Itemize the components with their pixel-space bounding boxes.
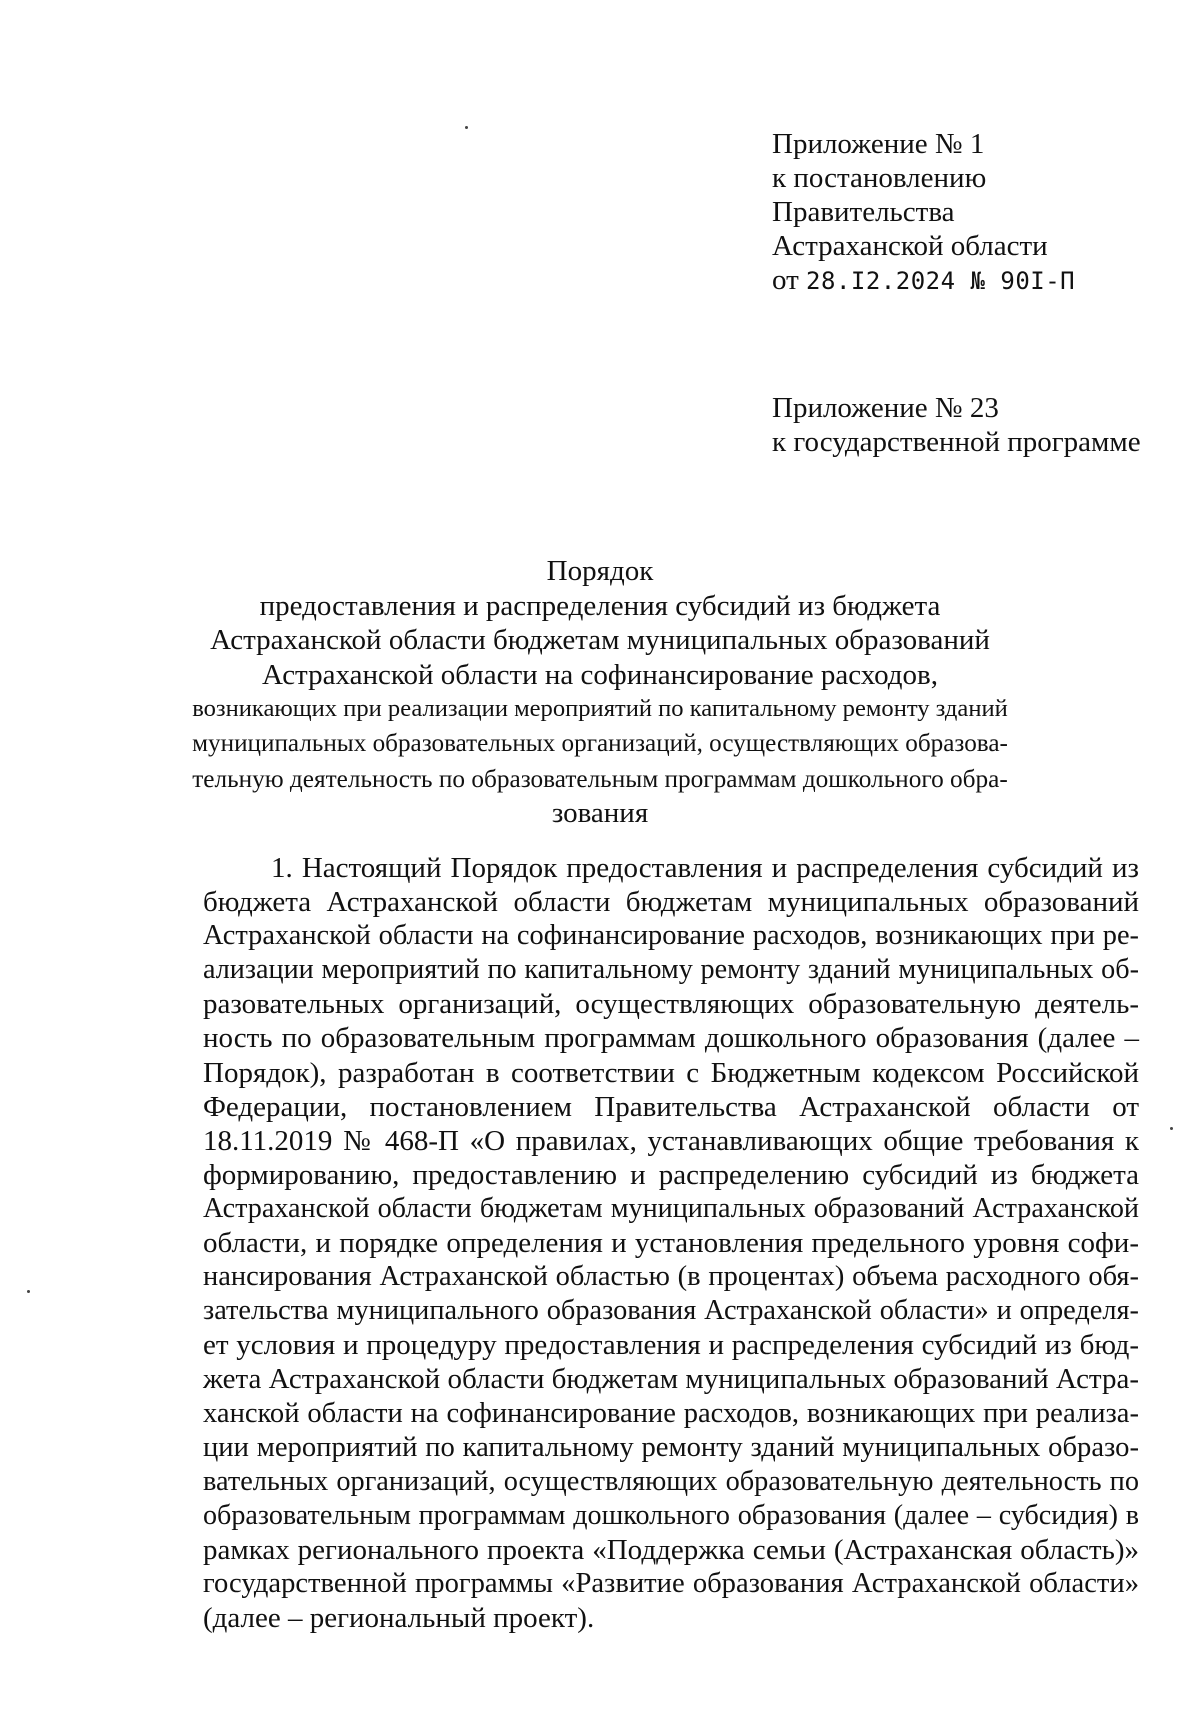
paragraph-line: вательных организаций, осуществляющих образовательную деятельность по [203, 1465, 1139, 1497]
title-line: Астраханской области на софинансирование расходов, [261, 658, 939, 691]
paragraph-line: формированию, предоставлению и распределению субсидий из бюджета [203, 1158, 1139, 1191]
title-line: муниципальных образовательных организаций, осуществляющих образова- [192, 729, 1008, 757]
appendix-1-line: Астраханской области [772, 230, 1048, 262]
appendix-1-header [772, 127, 1075, 298]
paragraph-line: рамках регионального проекта «Поддержка семьи (Астраханская область)» [203, 1533, 1139, 1566]
appendix-23-header [772, 391, 1141, 459]
paragraph-line: 1. Настоящий Порядок предоставления и распределения субсидий из [271, 852, 1139, 884]
paragraph-line: ции мероприятий по капитальному ремонту зданий муниципальных образо- [203, 1431, 1139, 1463]
appendix-23-line: Приложение № 23 [772, 392, 999, 424]
title-line: Порядок [546, 555, 654, 587]
paragraph-line: ет условия и процедуру предоставления и распределения субсидий из бюд- [203, 1329, 1139, 1362]
paragraph-line: государственной программы «Развитие образования Астраханской области» [203, 1567, 1139, 1599]
resolution-date-value: 28.I2.2024 № 90I-П [806, 267, 1076, 295]
appendix-1-line: Приложение № 1 [772, 128, 985, 160]
resolution-date-number [772, 263, 1075, 298]
paragraph-line: зательства муниципального образования Астраханской области» и определя- [203, 1295, 1139, 1327]
paragraph-line: области, и порядке определения и установления предельного уровня софи- [203, 1227, 1139, 1260]
appendix-1-line: к постановлению [772, 162, 987, 194]
paragraph-line: Астраханской области на софинансирование расходов, возникающих при ре- [203, 920, 1139, 952]
paragraph-line: Федерации, постановлением Правительства Астраханской области от [203, 1090, 1139, 1123]
title-line: зования [551, 797, 649, 830]
scan-speck [1170, 1127, 1173, 1130]
appendix-23-line: к государственной программе [772, 426, 1141, 458]
paragraph-line: ханской области на софинансирование расходов, возникающих при реализа- [203, 1397, 1139, 1429]
appendix-1-line: Правительства [772, 196, 955, 228]
paragraph-line: 18.11.2019 № 468-П «О правилах, устанавливающих общие требования к [203, 1124, 1139, 1157]
title-line: тельную деятельность по образовательным программам дошкольного обра- [192, 764, 1008, 793]
document-title [190, 554, 1010, 831]
paragraph-line: жета Астраханской области бюджетам муниципальных образований Астра- [203, 1363, 1139, 1396]
paragraph-line: Астраханской области бюджетам муниципальных образований Астраханской [203, 1192, 1139, 1224]
paragraph-line: ализации мероприятий по капитальному ремонту зданий муниципальных об- [203, 954, 1139, 986]
paragraph-line: образовательным программам дошкольного образования (далее – субсидия) в [203, 1499, 1139, 1531]
paragraph-line: ность по образовательным программам дошкольного образования (далее – [203, 1022, 1139, 1055]
paragraph-line: бюджета Астраханской области бюджетам муниципальных образований [203, 886, 1139, 919]
title-line: Астраханской области бюджетам муниципальных образований [210, 624, 990, 657]
scan-speck [27, 1290, 30, 1293]
title-line: возникающих при реализации мероприятий по капитальному ремонту зданий [192, 695, 1008, 723]
title-line: предоставления и распределения субсидий из бюджета [259, 589, 941, 622]
paragraph-line: Порядок), разработан в соответствии с Бюджетным кодексом Российской [203, 1056, 1139, 1089]
resolution-date-prefix: от [772, 264, 807, 296]
paragraph-line: нансирования Астраханской областью (в процентах) объема расходного обя- [203, 1261, 1139, 1293]
scan-speck [465, 126, 468, 129]
paragraph-1 [203, 851, 1139, 1635]
paragraph-line: (далее – региональный проект). [203, 1602, 595, 1635]
paragraph-line: разовательных организаций, осуществляющих образовательную деятель- [203, 988, 1139, 1021]
